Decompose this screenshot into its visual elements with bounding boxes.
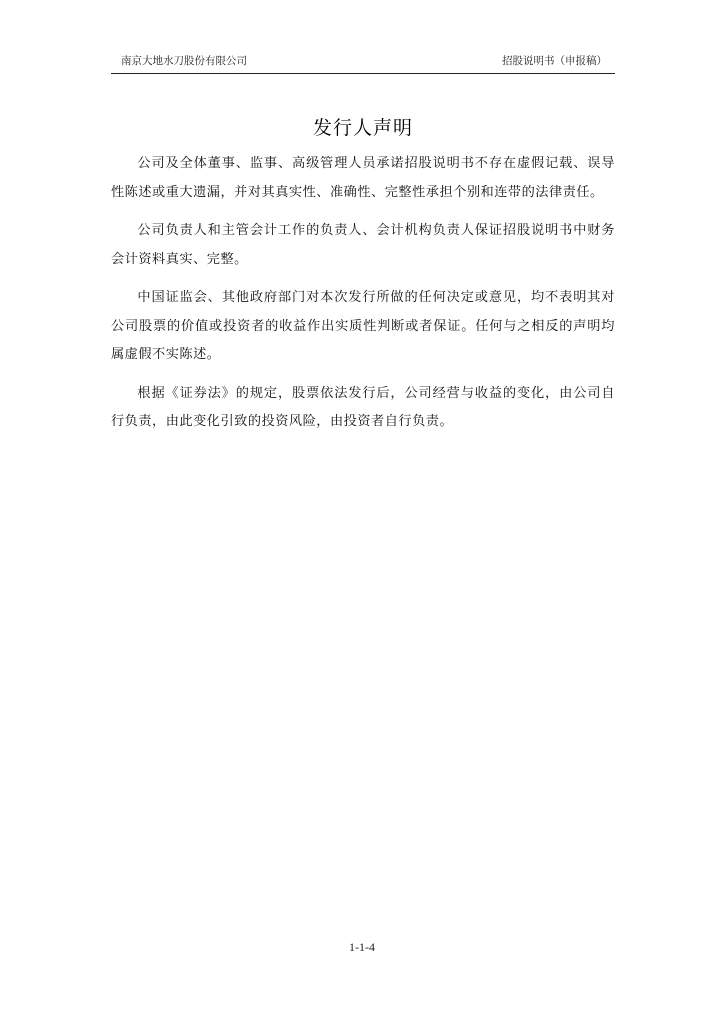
declaration-body — [111, 150, 615, 447]
page-header — [111, 50, 615, 70]
header-company-name: 南京大地水刀股份有限公司 — [121, 55, 247, 67]
paragraph-3: 中国证监会、其他政府部门对本次发行所做的任何决定或意见，均不表明其对公司股票的价值或投资者的收益作出实质性判断或者保证。任何与之相反的声明均属虚假不实陈述。 — [111, 290, 615, 362]
header-divider — [111, 73, 615, 74]
paragraph-4: 根据《证券法》的规定，股票依法发行后，公司经营与收益的变化，由公司自行负责，由此变化引致的投资风险，由投资者自行负责。 — [111, 385, 615, 429]
paragraph-1: 公司及全体董事、监事、高级管理人员承诺招股说明书不存在虚假记载、误导性陈述或重大遗漏，并对其真实性、准确性、完整性承担个别和连带的法律责任。 — [111, 156, 615, 200]
header-document-name: 招股说明书（申报稿） — [502, 55, 607, 67]
page-title: 发行人声明 — [312, 117, 413, 139]
paragraph-2: 公司负责人和主管会计工作的负责人、会计机构负责人保证招股说明书中财务会计资料真实、完整。 — [111, 223, 615, 267]
page-number: 1-1-4 — [349, 940, 375, 954]
